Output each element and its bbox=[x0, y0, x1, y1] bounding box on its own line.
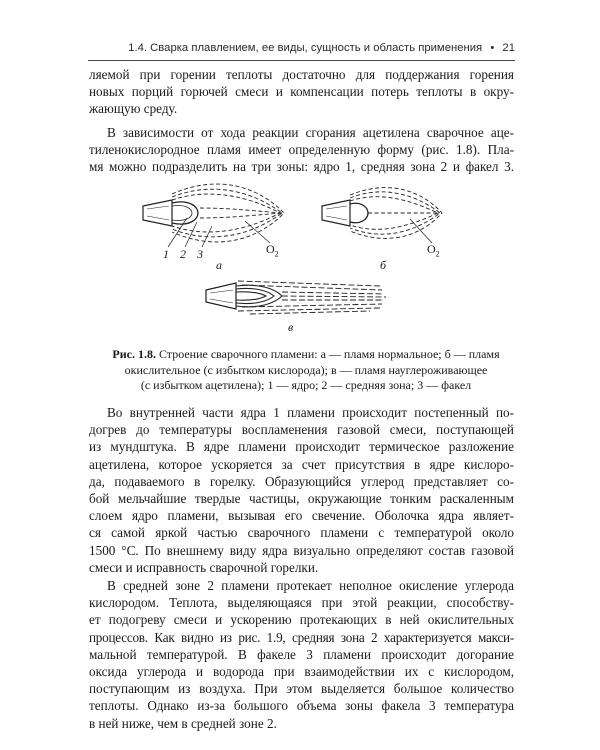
text-line: поступающим из воздуха. При этом выделяется большое количество bbox=[89, 681, 514, 697]
figure-caption bbox=[96, 347, 516, 394]
torch-nozzle-a bbox=[143, 200, 172, 226]
text-line: В средней зоне 2 пламени протекает неполное окисление углерода bbox=[107, 578, 514, 593]
flame-envelope-b bbox=[350, 188, 442, 239]
text-line: 1500 °С. По внешнему виду ядра визуально определяют состав газовой bbox=[89, 542, 514, 558]
text-line: кислородом. Теплота, выделяющаяся при этой реакции, способству- bbox=[89, 595, 514, 611]
text-line: да, подаваемого в горелку. Образующийся углерод представляет со- bbox=[89, 473, 514, 489]
label-middle-zone-number: 2 bbox=[180, 247, 186, 261]
caption-line: (с избытком ацетилена); 1 — ядро; 2 — средняя зона; 3 — факел bbox=[140, 378, 472, 392]
text-line: ет подогреву смеси и ускорению протекающих в ней окислительных bbox=[89, 612, 514, 628]
label-variant-b: б bbox=[380, 258, 387, 272]
caption-number: Рис. 1.8. bbox=[112, 347, 156, 361]
text-line: слоем ядро пламени, вызывая его свечение. Оболочка ядра являет- bbox=[89, 508, 514, 524]
label-oxygen-a: $O_2$ bbox=[266, 242, 279, 259]
text-line: ляемой при горении теплоты достаточно для поддержания горения bbox=[89, 67, 514, 82]
label-variant-v: в bbox=[288, 320, 294, 334]
leader-line-b bbox=[410, 219, 432, 243]
text-line: из мундштука. В ядре пламени происходит термическое разложение bbox=[89, 439, 514, 455]
page-number: 21 bbox=[502, 42, 515, 54]
core-paragraph bbox=[89, 404, 514, 576]
label-core-number: 1 bbox=[163, 247, 169, 261]
caption-line: окислительное (с избытком кислорода); в — пламя науглероживающее bbox=[124, 362, 488, 377]
text-line: бой мельчайшие твердые частицы, окружающие тонким раскаленным bbox=[89, 491, 514, 507]
middle-zone-paragraph bbox=[89, 577, 514, 732]
text-line: процессов. Как видно из рис. 1.9, средняя зона 2 характеризуется макси- bbox=[89, 629, 514, 645]
text-line: мальной температурой. В факеле 3 пламени происходит догорание bbox=[89, 646, 514, 662]
torch-nozzle-b bbox=[322, 200, 350, 226]
text-line: смеси и исправность сварочной горелки. bbox=[89, 559, 319, 575]
text-line: В зависимости от хода реакции сгорания ацетилена сварочное аце- bbox=[107, 125, 514, 140]
leader-lines-a bbox=[168, 218, 270, 247]
text-line: жающую среду. bbox=[89, 101, 178, 117]
text-line: мя можно подразделить на три зоны: ядро 1, средняя зона 2 и факел 3. bbox=[89, 159, 514, 175]
torch-nozzle-v bbox=[206, 283, 236, 309]
text-line: ся самой яркой частью сварочного пламени с температурой около bbox=[89, 525, 514, 541]
flame-envelope-a bbox=[172, 184, 284, 242]
label-variant-a: а bbox=[216, 258, 222, 272]
flame-core-b bbox=[350, 203, 368, 222]
text-line: новых порций горючей смеси и компенсации потерь теплоты в окру- bbox=[89, 84, 514, 100]
text-line: догрев до температуры воспламенения газовой смеси, поступающей bbox=[89, 422, 514, 438]
text-line: ацетилена, которое ускоряется за счет присутствия в ядре кислоро- bbox=[89, 456, 514, 472]
text-line: теплоты. Однако из-за большого объема зоны факела 3 температура bbox=[89, 698, 514, 714]
flame-envelope-v bbox=[238, 281, 386, 314]
text-line: оксида углерода и водорода при взаимодействии их с кислородом, bbox=[89, 664, 514, 680]
label-oxygen-b: $O_2$ bbox=[427, 242, 440, 259]
text-line: в ней ниже, чем в средней зоне 2. bbox=[89, 715, 277, 731]
text-line: Во внутренней части ядра 1 пламени происходит постепенный по- bbox=[107, 405, 514, 420]
label-torch-number: 3 bbox=[197, 247, 203, 261]
caption-line: Рис. 1.8. Строение сварочного пламени: а — пламя нормальное; б — пламя bbox=[112, 347, 500, 361]
running-head-bullet: • bbox=[490, 42, 495, 54]
text-line: тиленокислородное пламя имеет определенную форму (рис. 1.8). Пла- bbox=[89, 142, 514, 158]
flame-core-v bbox=[236, 285, 282, 307]
running-head-title: 1.4. Сварка плавлением, ее виды, сущность и область применения bbox=[128, 42, 483, 54]
